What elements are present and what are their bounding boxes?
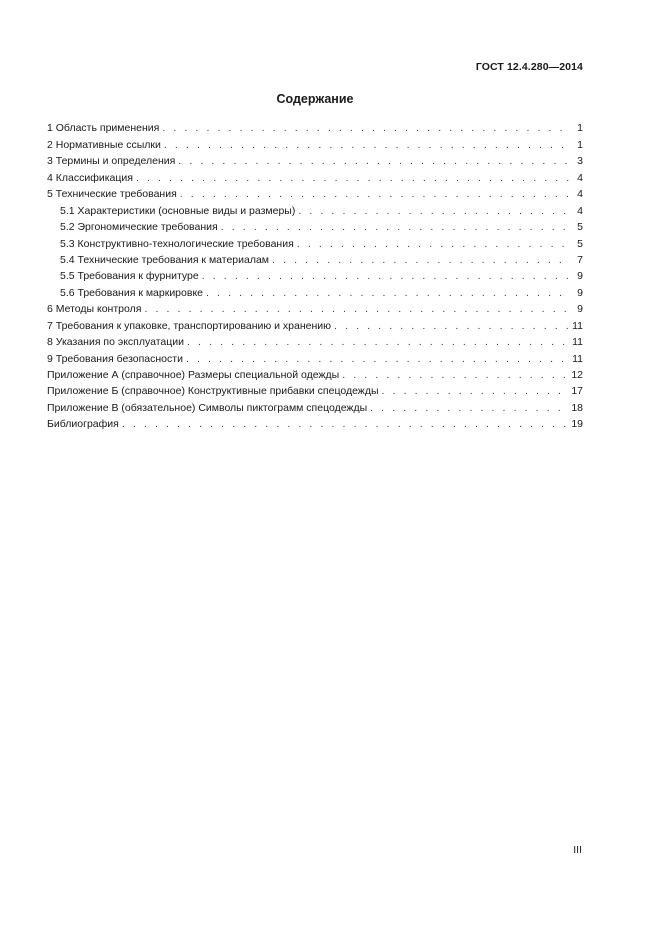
toc-dot-leader: [297, 238, 569, 250]
toc-entry-page: 9: [577, 303, 583, 316]
toc-dot-leader: [206, 287, 569, 299]
toc-entry[interactable]: [47, 118, 583, 134]
toc-entry-title: 5.5 Требования к фурнитуре: [60, 270, 199, 283]
toc-dot-leader: [178, 155, 569, 167]
toc-entry[interactable]: [47, 348, 583, 364]
toc-entry[interactable]: [47, 184, 583, 200]
toc-entry-page: 5: [577, 221, 583, 234]
toc-entry-title: 1 Область применения: [47, 122, 160, 135]
toc-entry-page: 11: [572, 352, 583, 365]
toc-entry[interactable]: [47, 381, 583, 397]
toc-entry[interactable]: [47, 200, 583, 216]
toc-dot-leader: [272, 254, 569, 266]
toc-entry[interactable]: [47, 315, 583, 331]
toc-entry-title: 5.6 Требования к маркировке: [60, 286, 203, 299]
toc-entry[interactable]: [47, 282, 583, 298]
toc-dot-leader: [298, 205, 569, 217]
toc-entry-page: 5: [577, 237, 583, 250]
toc-entry[interactable]: [47, 299, 583, 315]
toc-entry-page: 19: [571, 418, 583, 431]
table-of-contents: [47, 118, 583, 430]
toc-entry-title: 8 Указания по эксплуатации: [47, 336, 185, 349]
toc-entry-page: 12: [571, 369, 583, 381]
toc-dot-leader: [162, 122, 569, 134]
toc-entry[interactable]: [47, 217, 583, 233]
toc-dot-leader: [187, 336, 569, 348]
toc-entry-title: Приложение Б (справочное) Конструктивные прибавки спецодежды: [47, 385, 379, 398]
toc-entry-page: 1: [577, 138, 583, 151]
toc-entry-page: 11: [572, 336, 583, 349]
toc-entry-title: 9 Требования безопасности: [47, 352, 183, 365]
toc-entry[interactable]: [47, 250, 583, 266]
toc-entry-title: 5.4 Технические требования к материалам: [60, 253, 270, 266]
toc-dot-leader: [180, 188, 569, 200]
toc-entry-title: 5.2 Эргономические требования: [60, 221, 218, 234]
toc-entry[interactable]: [47, 151, 583, 167]
toc-dot-leader: [164, 139, 569, 151]
toc-dot-leader: [136, 172, 569, 184]
toc-entry-page: 3: [577, 155, 583, 168]
document-code: ГОСТ 12.4.280—2014: [475, 61, 583, 73]
toc-entry-title: 5.1 Характеристики (основные виды и размеры): [60, 204, 296, 217]
toc-entry[interactable]: [47, 414, 583, 430]
toc-entry-page: 4: [577, 204, 583, 217]
toc-dot-leader: [382, 385, 570, 397]
toc-entry-page: 4: [577, 188, 583, 201]
toc-entry-title: Приложение В (обязательное) Символы пиктограмм спецодежды: [47, 401, 368, 414]
toc-entry-title: 2 Нормативные ссылки: [47, 138, 161, 151]
toc-dot-leader: [342, 369, 569, 381]
toc-entry[interactable]: [47, 266, 583, 282]
toc-dot-leader: [202, 270, 569, 282]
toc-entry-page: 9: [577, 270, 583, 283]
toc-entry-title: 4 Классификация: [47, 171, 133, 184]
toc-entry[interactable]: [47, 332, 583, 348]
toc-entry[interactable]: [47, 167, 583, 183]
toc-entry-title: 5.3 Конструктивно-технологические требования: [60, 237, 294, 250]
toc-dot-leader: [144, 303, 569, 315]
toc-entry-page: 9: [577, 286, 583, 299]
toc-dot-leader: [122, 418, 569, 430]
toc-entry[interactable]: [47, 134, 583, 150]
toc-dot-leader: [334, 320, 569, 332]
toc-entry-title: 7 Требования к упаковке, транспортированию и хранению: [47, 319, 332, 332]
toc-entry[interactable]: [47, 397, 583, 413]
toc-entry-page: 7: [577, 253, 583, 266]
toc-entry-title: Библиография: [47, 418, 119, 431]
toc-dot-leader: [186, 353, 569, 365]
toc-entry-title: Приложение А (справочное) Размеры специальной одежды: [47, 369, 340, 381]
toc-title: Содержание: [276, 92, 354, 106]
toc-entry-title: 3 Термины и определения: [47, 155, 176, 168]
toc-entry-page: 1: [577, 122, 583, 135]
toc-entry[interactable]: [47, 233, 583, 249]
page-number: III: [573, 844, 582, 856]
toc-entry-title: 5 Технические требования: [47, 188, 177, 201]
toc-entry-page: 17: [571, 385, 583, 398]
toc-entry[interactable]: [47, 365, 583, 381]
toc-entry-title: 6 Методы контроля: [47, 303, 142, 316]
toc-entry-page: 11: [572, 319, 583, 332]
toc-entry-page: 4: [577, 171, 583, 184]
toc-entry-page: 18: [571, 401, 583, 414]
toc-dot-leader: [221, 221, 569, 233]
toc-dot-leader: [370, 402, 569, 414]
